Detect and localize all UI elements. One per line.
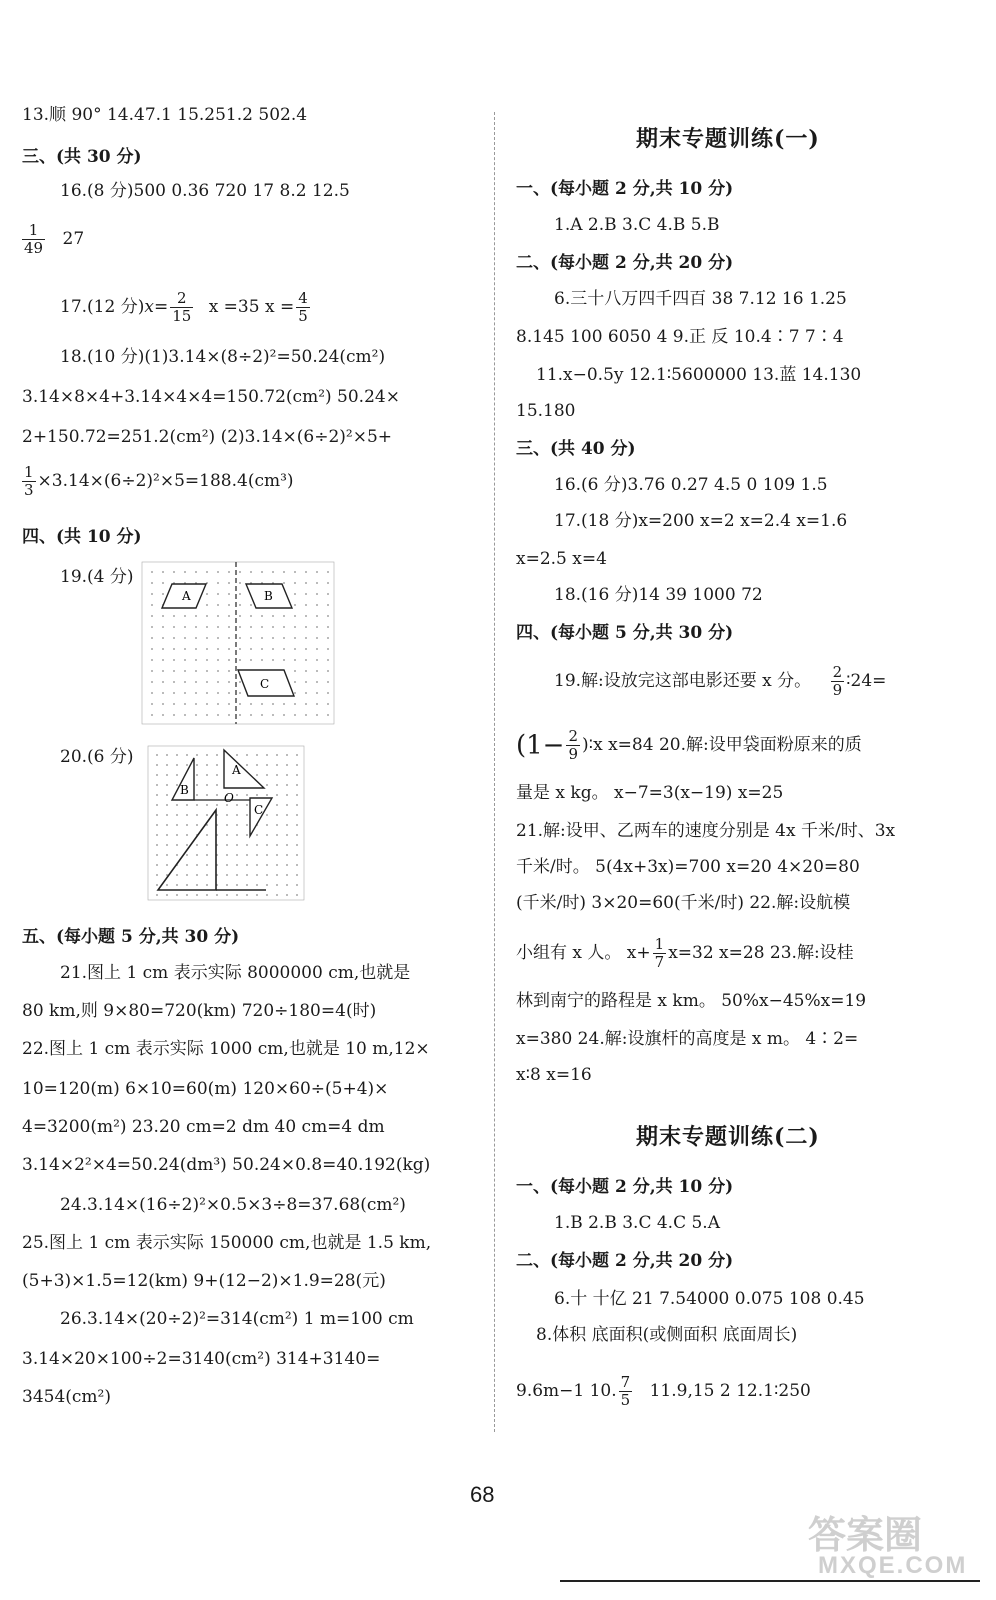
answer-line-22a: 22.图上 1 cm 表示实际 1000 cm,也就是 10 m,12× — [22, 1039, 430, 1059]
answer-line-26c: 3454(cm²) — [22, 1387, 111, 1407]
answer-line-19: 19.(4 分) — [60, 567, 134, 587]
fraction: $\frac{2}{9}$ — [832, 663, 843, 699]
section-heading-4: 四、(共 10 分) — [22, 527, 142, 547]
answer-line-17: 17.(12 分)x= $\frac{2}{15}$ x =35 x = $\frac{4}{5}$ — [60, 289, 308, 325]
answer-line-21-r-c: (千米/时) 3×20=60(千米/时) 22.解:设航模 — [516, 893, 851, 913]
answer2-line-6: 6.十 十亿 21 7.54000 0.075 108 0.45 — [554, 1289, 865, 1309]
label-a: A — [232, 763, 241, 777]
answer-line-18-r: 18.(16 分)14 39 1000 72 — [554, 585, 763, 605]
footer-rule — [560, 1580, 980, 1582]
label-o: O — [224, 791, 234, 805]
section-heading-3: 三、(共 30 分) — [22, 147, 142, 167]
answer-line-18d: $\frac{1}{3}$ ×3.14×(6÷2)²×5=188.4(cm³) — [24, 463, 294, 499]
watermark-logo: 答案圈 — [808, 1515, 923, 1557]
answer-line-15: 15.180 — [516, 401, 576, 421]
answer-line-21b: 80 km,则 9×80=720(km) 720÷180=4(时) — [22, 1001, 377, 1021]
fraction: $\frac{7}{5}$ — [620, 1373, 631, 1409]
answer-line-19-r-cont: (1− $\frac{2}{9}$ )∶x x=84 20.解:设甲袋面粉原来的质 — [516, 727, 862, 763]
answer2-line-1-5: 1.B 2.B 3.C 4.C 5.A — [554, 1213, 720, 1233]
fraction: $\frac{1}{7}$ — [654, 935, 665, 971]
answer2-line-9: 9.6m−1 10. $\frac{7}{5}$ 11.9,15 2 12.1∶250 — [516, 1373, 811, 1409]
label-a: A — [182, 589, 191, 603]
answer-line-17-r: 17.(18 分)x=200 x=2 x=2.4 x=1.6 — [554, 511, 848, 531]
answer-line-20-r: 量是 x kg。 x−7=3(x−19) x=25 — [516, 783, 784, 803]
section-heading-5: 五、(每小题 5 分,共 30 分) — [22, 927, 240, 947]
figure-20-grid — [146, 744, 306, 902]
fraction: $\frac{1}{49}$ — [24, 221, 44, 257]
answer-line-22b: 10=120(m) 6×10=60(m) 120×60÷(5+4)× — [22, 1079, 389, 1099]
answer-line-24: 24.3.14×(16÷2)²×0.5×3÷8=37.68(cm²) — [60, 1195, 406, 1215]
answer-line-23-r: 林到南宁的路程是 x km。 50%x−45%x=19 — [516, 991, 867, 1011]
right-section-2: 二、(每小题 2 分,共 20 分) — [516, 253, 734, 273]
answer-line-16-cont: $\frac{1}{49}$ 27 — [24, 221, 85, 257]
section-title-2: 期末专题训练(二) — [636, 1124, 820, 1150]
answer-line-17-r-cont: x=2.5 x=4 — [516, 549, 607, 569]
page-number: 68 — [470, 1482, 495, 1507]
answer-line-21-r-b: 千米/时。 5(4x+3x)=700 x=20 4×20=80 — [516, 857, 860, 877]
answer-line-11: 11.x−0.5y 12.1∶5600000 13.蓝 14.130 — [536, 365, 862, 385]
fraction: $\frac{4}{5}$ — [298, 289, 308, 325]
answer-line-6: 6.三十八万四千四百 38 7.12 16 1.25 — [554, 289, 847, 309]
answer-line-22-r: 小组有 x 人。 x+ $\frac{1}{7}$ x=32 x=28 23.解:设桂 — [516, 935, 854, 971]
label-c: C — [254, 803, 264, 817]
figure-19-grid — [140, 560, 336, 726]
watermark-url: MXQE.COM — [818, 1552, 968, 1579]
fraction: $\frac{2}{15}$ — [172, 289, 192, 325]
answer-line-18c: 2+150.72=251.2(cm²) (2)3.14×(6÷2)²×5+ — [22, 427, 393, 447]
right2-section-1: 一、(每小题 2 分,共 10 分) — [516, 1177, 734, 1197]
answer-line-19-r: 19.解:设放完这部电影还要 x 分。 $\frac{2}{9}$ ∶24= — [554, 663, 887, 699]
answer-line-22d: 3.14×2²×4=50.24(dm³) 50.24×0.8=40.192(kg) — [22, 1155, 431, 1175]
label-c: C — [260, 677, 270, 691]
answer-line-18a: 18.(10 分)(1)3.14×(8÷2)²=50.24(cm²) — [60, 347, 386, 367]
label-b: B — [180, 783, 189, 797]
column-divider — [494, 112, 495, 1432]
answer-line-1-5: 1.A 2.B 3.C 4.B 5.B — [554, 215, 720, 235]
answer-line-18b: 3.14×8×4+3.14×4×4=150.72(cm²) 50.24× — [22, 387, 400, 407]
answer-line-26a: 26.3.14×(20÷2)²=314(cm²) 1 m=100 cm — [60, 1309, 414, 1329]
right-section-4: 四、(每小题 5 分,共 30 分) — [516, 623, 734, 643]
right-section-1: 一、(每小题 2 分,共 10 分) — [516, 179, 734, 199]
answer-line-21-r-a: 21.解:设甲、乙两车的速度分别是 4x 千米/时、3x — [516, 821, 896, 841]
answer-line-24-r-b: x∶8 x=16 — [516, 1065, 592, 1085]
answer-line-21a: 21.图上 1 cm 表示实际 8000000 cm,也就是 — [60, 963, 411, 983]
answer-line-25a: 25.图上 1 cm 表示实际 150000 cm,也就是 1.5 km, — [22, 1233, 432, 1253]
right2-section-2: 二、(每小题 2 分,共 20 分) — [516, 1251, 734, 1271]
answer2-line-8: 8.体积 底面积(或侧面积 底面周长) — [536, 1325, 798, 1345]
fraction: $\frac{1}{3}$ — [24, 463, 34, 499]
answer-line-8: 8.145 100 6050 4 9.正 反 10.4∶7 7∶4 — [516, 327, 844, 347]
answer-line-22c: 4=3200(m²) 23.20 cm=2 dm 40 cm=4 dm — [22, 1117, 385, 1137]
fraction: $\frac{2}{9}$ — [568, 727, 579, 763]
label-b: B — [264, 589, 273, 603]
answer-line-13: 13.顺 90° 14.47.1 15.251.2 502.4 — [22, 105, 308, 125]
answer-line-20: 20.(6 分) — [60, 747, 134, 767]
right-section-3: 三、(共 40 分) — [516, 439, 636, 459]
answer-line-24-r-a: x=380 24.解:设旗杆的高度是 x m。 4∶2= — [516, 1029, 859, 1049]
answer-line-16: 16.(8 分)500 0.36 720 17 8.2 12.5 — [60, 181, 350, 201]
answer-line-16-r: 16.(6 分)3.76 0.27 4.5 0 109 1.5 — [554, 475, 828, 495]
section-title-1: 期末专题训练(一) — [636, 126, 820, 152]
answer-line-26b: 3.14×20×100÷2=3140(cm²) 314+3140= — [22, 1349, 381, 1369]
answer-line-25b: (5+3)×1.5=12(km) 9+(12−2)×1.9=28(元) — [22, 1271, 386, 1291]
